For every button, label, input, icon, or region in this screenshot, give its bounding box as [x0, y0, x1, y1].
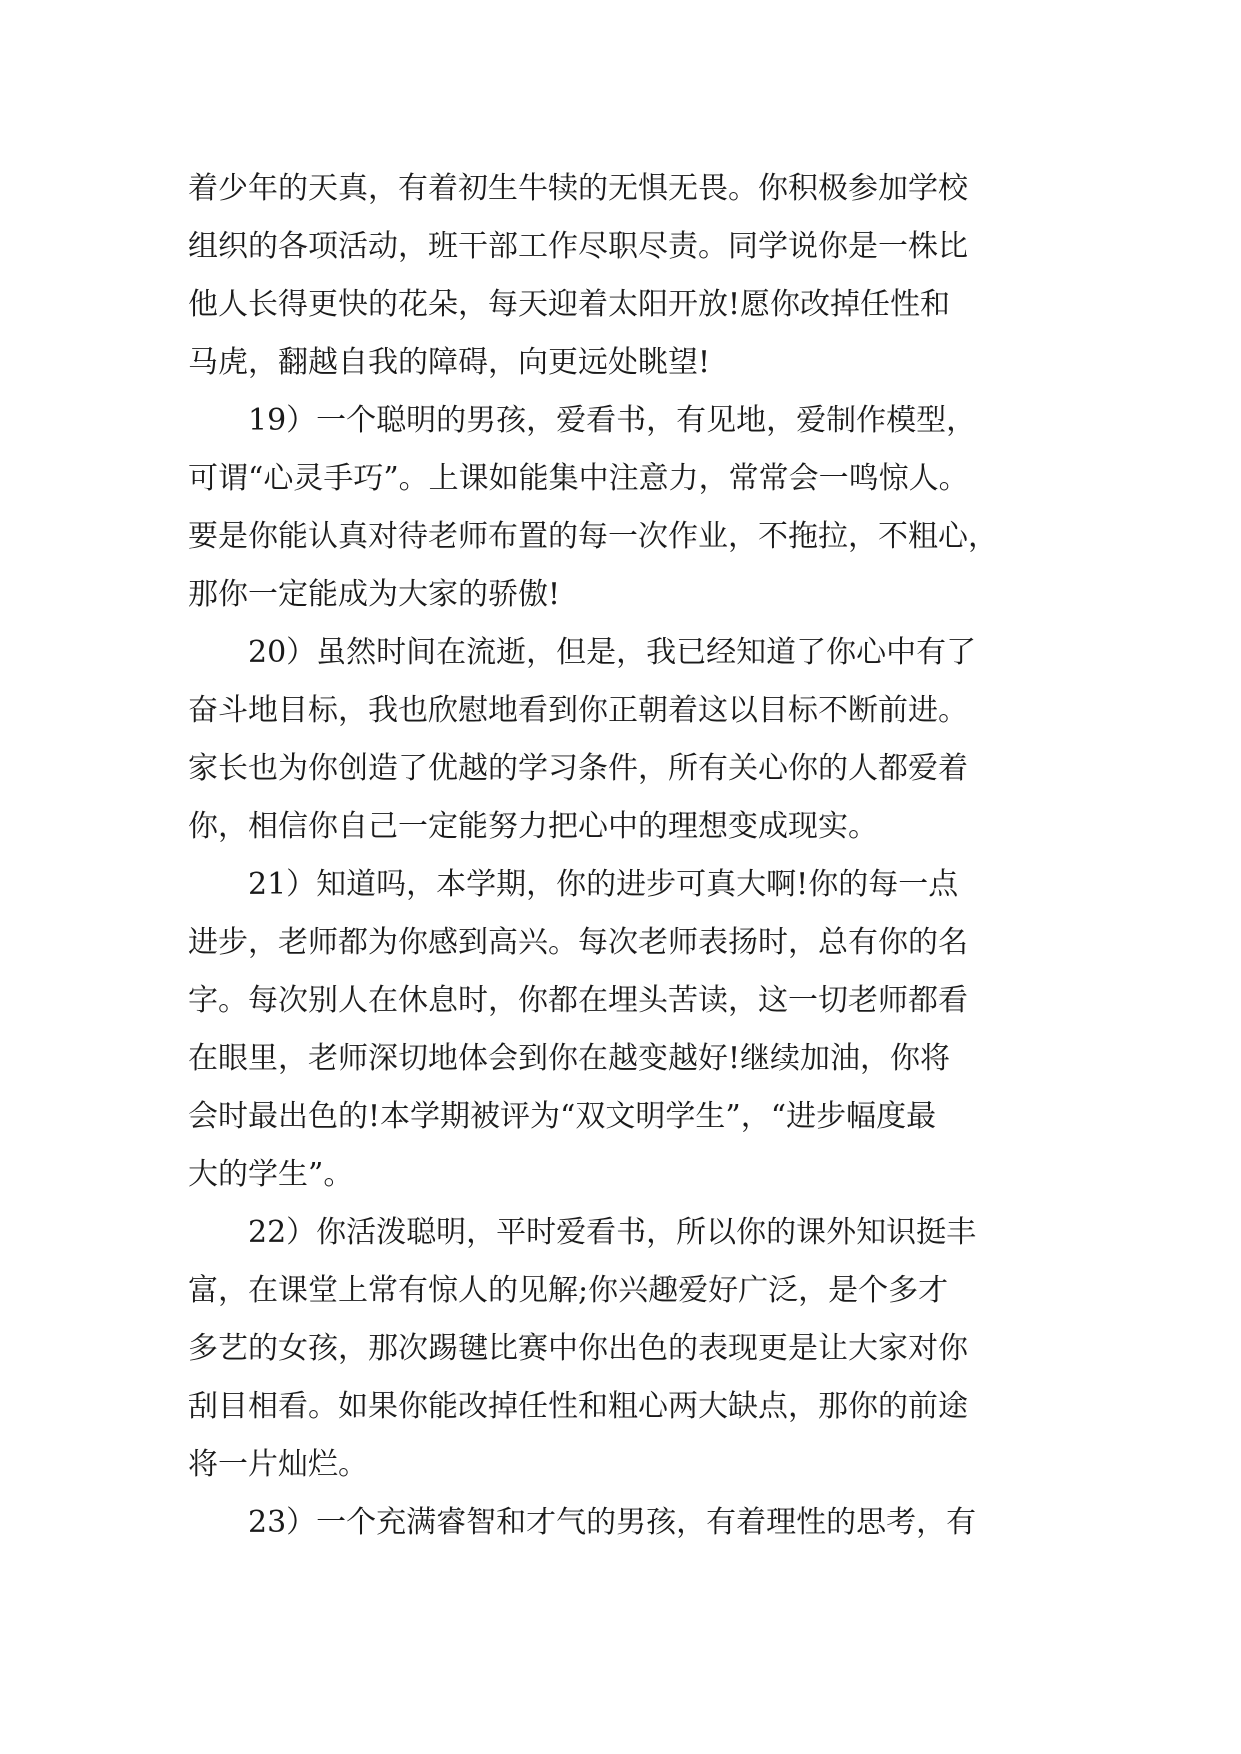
paragraph-20	[188, 624, 1078, 856]
text-line: 19）一个聪明的男孩，爱看书，有见地，爱制作模型，	[248, 403, 977, 438]
text-line: 23）一个充满睿智和才气的男孩，有着理性的思考，有	[248, 1505, 977, 1540]
text-line: 22）你活泼聪明，平时爱看书，所以你的课外知识挺丰	[248, 1215, 977, 1250]
paragraph-22	[188, 1204, 1078, 1494]
text-line: 21）知道吗，本学期，你的进步可真大啊!你的每一点	[248, 867, 959, 902]
text-line: 将一片灿烂。	[188, 1447, 368, 1482]
text-line: 他人长得更快的花朵，每天迎着太阳开放!愿你改掉任性和	[188, 287, 951, 322]
text-line: 进步，老师都为你感到高兴。每次老师表扬时，总有你的名	[188, 925, 968, 960]
text-line: 在眼里，老师深切地体会到你在越变越好!继续加油，你将	[188, 1041, 951, 1076]
paragraph-23	[188, 1494, 1078, 1552]
text-line: 组织的各项活动，班干部工作尽职尽责。同学说你是一株比	[188, 229, 968, 264]
body-text	[188, 160, 1078, 1552]
text-line: 20）虽然时间在流逝，但是，我已经知道了你心中有了	[248, 635, 977, 670]
text-line: 要是你能认真对待老师布置的每一次作业，不拖拉，不粗心，	[188, 519, 998, 554]
text-line: 多艺的女孩，那次踢毽比赛中你出色的表现更是让大家对你	[188, 1331, 968, 1366]
paragraph-21	[188, 856, 1078, 1204]
text-line: 可谓“心灵手巧”。上课如能集中注意力，常常会一鸣惊人。	[188, 461, 969, 496]
text-line: 奋斗地目标，我也欣慰地看到你正朝着这以目标不断前进。	[188, 693, 968, 728]
text-line: 富，在课堂上常有惊人的见解;你兴趣爱好广泛，是个多才	[188, 1273, 949, 1308]
text-line: 会时最出色的!本学期被评为“双文明学生”，“进步幅度最	[188, 1099, 937, 1134]
paragraph-continuation	[188, 160, 1078, 392]
text-line: 字。每次别人在休息时，你都在埋头苦读，这一切老师都看	[188, 983, 968, 1018]
text-line: 大的学生”。	[188, 1157, 354, 1192]
text-line: 着少年的天真，有着初生牛犊的无惧无畏。你积极参加学校	[188, 171, 968, 206]
text-line: 家长也为你创造了优越的学习条件，所有关心你的人都爱着	[188, 751, 968, 786]
text-line: 那你一定能成为大家的骄傲!	[188, 577, 561, 612]
text-line: 你，相信你自己一定能努力把心中的理想变成现实。	[188, 809, 878, 844]
text-line: 马虎，翻越自我的障碍，向更远处眺望!	[188, 345, 711, 380]
text-line: 刮目相看。如果你能改掉任性和粗心两大缺点，那你的前途	[188, 1389, 968, 1424]
paragraph-19	[188, 392, 1078, 624]
